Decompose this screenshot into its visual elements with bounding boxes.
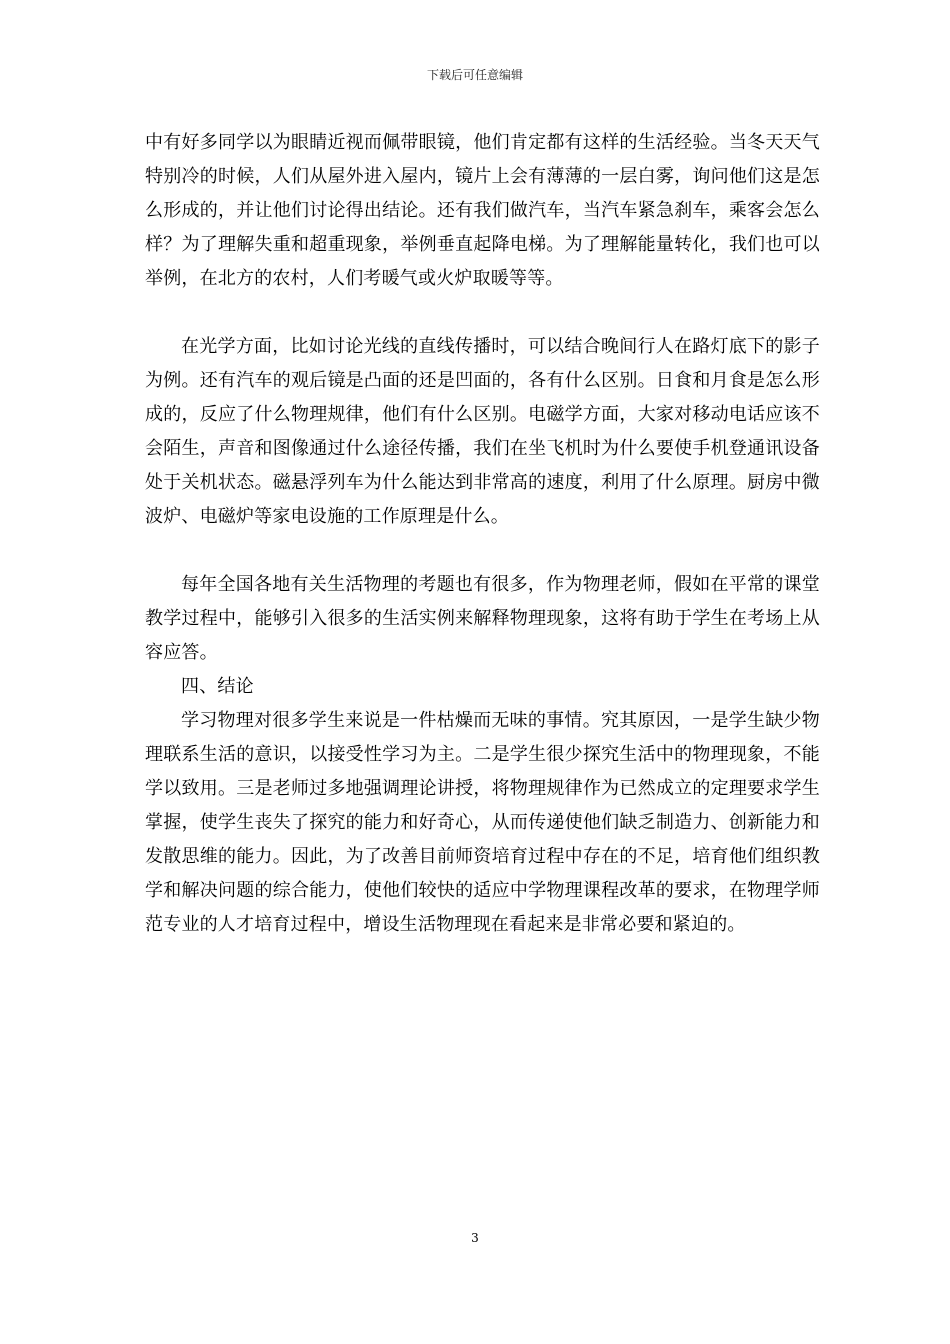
paragraph-exams: 每年全国各地有关生活物理的考题也有很多，作为物理老师，假如在平常的课堂教学过程中，能够引入很多的生活实例来解释物理现象，这将有助于学生在考场上从容应答。: [145, 574, 820, 663]
page-number: 3: [471, 1231, 479, 1245]
paragraph-optics: 在光学方面，比如讨论光线的直线传播时，可以结合晚间行人在路灯底下的影子为例。还有汽车的观后镜是凸面的还是凹面的，各有什么区别。日食和月食是怎么形成的，反应了什么物理规律，他们有什么区别。电磁学方面，大家对移动电话应该不会陌生，声音和图像通过什么途径传播，我们在坐飞机时为什么要使手机登通讯设备处于关机状态。磁悬浮列车为什么能达到非常高的速度，利用了什么原理。厨房中微波炉、电磁炉等家电设施的工作原理是什么。: [145, 336, 820, 527]
paragraph-continuation: 中有好多同学以为眼睛近视而佩带眼镜，他们肯定都有这样的生活经验。当冬天天气特别冷的时候，人们从屋外进入屋内，镜片上会有薄薄的一层白雾，询问他们这是怎么形成的，并让他们讨论得出结论。还有我们做汽车，当汽车紧急刹车，乘客会怎么样？为了理解失重和超重现象，举例垂直起降电梯。为了理解能量转化，我们也可以举例，在北方的农村，人们考暖气或火炉取暖等等。: [145, 132, 820, 289]
section-heading-conclusion: 四、结论: [181, 676, 254, 697]
paragraph-conclusion: 学习物理对很多学生来说是一件枯燥而无味的事情。究其原因，一是学生缺少物理联系生活的意识，以接受性学习为主。二是学生很少探究生活中的物理现象，不能学以致用。三是老师过多地强调理论讲授，将物理规律作为已然成立的定理要求学生掌握，使学生丧失了探究的能力和好奇心，从而传递使他们缺乏制造力、创新能力和发散思维的能力。因此，为了改善目前师资培育过程中存在的不足，培育他们组织教学和解决问题的综合能力，使他们较快的适应中学物理课程改革的要求，在物理学师范专业的人才培育过程中，增设生活物理现在看起来是非常必要和紧迫的。: [145, 710, 820, 935]
paragraph-gap: [145, 296, 820, 330]
paragraph-gap: [145, 534, 820, 568]
page-header: 下载后可任意编辑: [426, 68, 523, 82]
document-body: [145, 126, 820, 942]
